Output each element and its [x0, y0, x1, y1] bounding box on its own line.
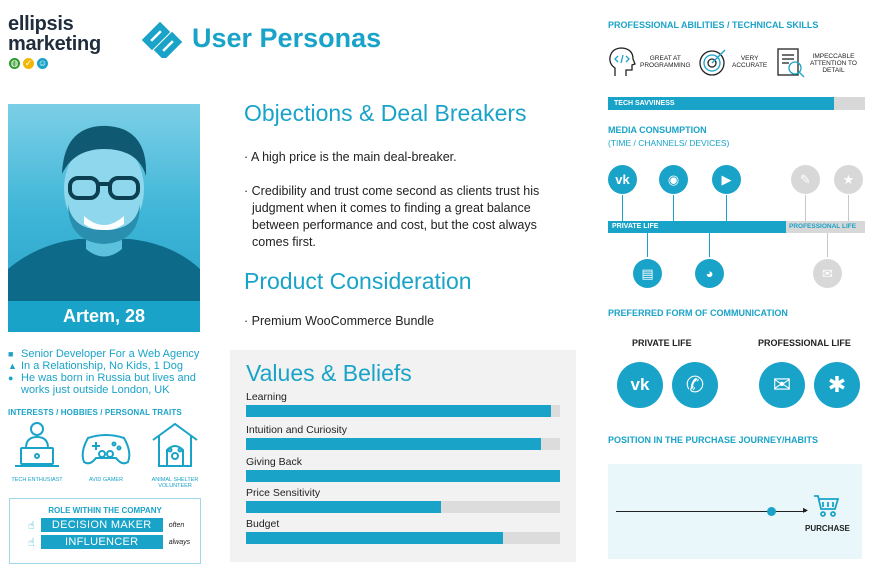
- check-icon: ✓: [24, 58, 33, 68]
- communication-heading: PREFERRED FORM OF COMMUNICATION: [608, 308, 788, 318]
- persona-name: Artem, 28: [8, 301, 200, 332]
- objection-1-text: A high price is the main deal-breaker.: [250, 150, 457, 164]
- location-pin-icon: ●: [8, 373, 14, 383]
- arrow-icon: ▸: [803, 505, 809, 516]
- objection-2: · Credibility and trust come second as clients trust his judgment when it comes to finding a great balance between performance and cost, but the cost always comes first.: [244, 183, 584, 251]
- document-magnifier-icon: [775, 46, 807, 80]
- email-icon: ✉: [759, 362, 805, 408]
- logo-icons: [9, 58, 48, 69]
- skill-detail-label: [810, 53, 857, 74]
- comm-professional-label: PROFESSIONAL LIFE: [758, 338, 851, 348]
- hobby-volunteer: [144, 420, 206, 489]
- target-icon: [697, 46, 729, 78]
- tech-savviness-label: TECH SAVVINESS: [614, 100, 675, 107]
- value-fill: [246, 405, 551, 417]
- slack-icon: ✱: [814, 362, 860, 408]
- page-title: User Personas: [192, 22, 382, 53]
- value-label: Learning: [246, 391, 287, 403]
- role-influencer: INFLUENCER: [41, 535, 163, 549]
- discord-icon: ◕: [695, 259, 724, 288]
- hobby-volunteer-label-1: ANIMAL SHELTER: [151, 477, 199, 483]
- objection-2-line-2: judgment when it comes to finding a great balance: [252, 201, 531, 215]
- comm-private-label: PRIVATE LIFE: [632, 338, 692, 348]
- hand-pointer-icon: ☝: [28, 536, 35, 549]
- skill-1-line-2: PROGRAMMING: [640, 62, 691, 69]
- role-box: [9, 498, 201, 564]
- hobby-volunteer-label: [144, 477, 206, 489]
- tech-savviness-bar: [608, 97, 865, 110]
- values-panel: [230, 350, 576, 562]
- hobbies-list: [6, 420, 206, 489]
- objection-2-line-3: between performance and cost, but the cost always: [252, 218, 537, 232]
- value-label: Intuition and Curiosity: [246, 424, 347, 436]
- hobby-tech: [6, 420, 68, 489]
- purchase-label: PURCHASE: [805, 524, 850, 533]
- value-track: [246, 501, 560, 513]
- product-item: · Premium WooCommerce Bundle: [244, 314, 435, 328]
- chat-icon: ✉: [813, 259, 842, 288]
- logo: [8, 14, 101, 54]
- twitch-icon: ▤: [633, 259, 662, 288]
- role-decision-freq: often: [168, 521, 185, 529]
- value-fill: [246, 532, 503, 544]
- value-row: [246, 391, 560, 417]
- hobby-gamer-label: AVID GAMER: [88, 477, 124, 483]
- value-fill: [246, 438, 541, 450]
- value-track: [246, 405, 560, 417]
- objection-2-line-4: comes first.: [252, 235, 316, 249]
- objections-heading: Objections & Deal Breakers: [244, 100, 527, 126]
- skill-accurate: [697, 46, 767, 78]
- value-track: [246, 532, 560, 544]
- value-track: [246, 470, 560, 482]
- ellipsis-logo-icon: [140, 18, 184, 58]
- values-heading: Values & Beliefs: [246, 360, 412, 386]
- value-row: [246, 487, 560, 513]
- role-row: [28, 535, 200, 549]
- skill-accurate-label: [732, 55, 767, 69]
- value-track: [246, 438, 560, 450]
- logo-line-2: marketing: [8, 33, 101, 55]
- skill-3-line-2: ATTENTION TO: [810, 59, 857, 67]
- fact-job: Senior Developer For a Web Agency: [21, 348, 200, 360]
- briefcase-icon: ■: [8, 349, 14, 359]
- abilities-heading: PROFESSIONAL ABILITIES / TECHNICAL SKILLS: [608, 20, 819, 30]
- media-timeline: [608, 165, 865, 295]
- professional-life-band: PROFESSIONAL LIFE: [786, 221, 865, 233]
- value-fill: [246, 470, 560, 482]
- journey-heading: POSITION IN THE PURCHASE JOURNEY/HABITS: [608, 435, 819, 445]
- vk-icon: vk: [608, 165, 637, 194]
- vk-icon: vk: [617, 362, 663, 408]
- private-life-band: PRIVATE LIFE: [608, 221, 786, 233]
- value-fill: [246, 501, 441, 513]
- value-label: Giving Back: [246, 456, 303, 468]
- reddit-icon: ◉: [659, 165, 688, 194]
- value-row: [246, 456, 560, 482]
- value-label: Budget: [246, 518, 280, 530]
- value-row: [246, 518, 560, 544]
- media-heading: MEDIA CONSUMPTION: [608, 125, 707, 135]
- role-heading: ROLE WITHIN THE COMPANY: [48, 506, 162, 515]
- skill-detail: [775, 46, 857, 80]
- interests-heading: INTERESTS / HOBBIES / PERSONAL TRAITS: [8, 408, 182, 417]
- skill-3-line-3: DETAIL: [822, 66, 845, 74]
- fact-location-cont: works just outside London, UK: [21, 384, 170, 396]
- skill-1-line-1: GREAT AT: [649, 55, 681, 62]
- hobby-gamer: [75, 420, 137, 489]
- whatsapp-icon: ✆: [672, 362, 718, 408]
- value-row: [246, 424, 560, 450]
- gamepad-icon: [78, 420, 134, 470]
- fact-location: He was born in Russia but lives and: [21, 372, 196, 384]
- purchase-journey: [608, 464, 862, 559]
- code-head-icon: [607, 46, 637, 78]
- people-icon: ▲: [8, 361, 17, 371]
- dog-house-icon: [149, 420, 201, 470]
- fact-relationship: In a Relationship, No Kids, 1 Dog: [21, 360, 184, 372]
- shopping-cart-icon: [813, 494, 839, 518]
- journey-position-marker: [767, 507, 776, 516]
- persona-photo: [8, 104, 200, 301]
- product-heading: Product Consideration: [244, 268, 472, 294]
- logo-line-1: ellipsis: [8, 13, 74, 35]
- objection-2-line-1: Credibility and trust come second as clients trust his: [251, 184, 540, 198]
- blog-icon: ✎: [791, 165, 820, 194]
- skill-programming: [607, 46, 691, 78]
- role-influencer-freq: always: [168, 538, 191, 546]
- star-badge-icon: ★: [834, 165, 863, 194]
- smile-icon: ☺: [37, 58, 48, 68]
- laptop-user-icon: [11, 420, 63, 470]
- youtube-icon: ▶: [712, 165, 741, 194]
- skill-2-line-2: ACCURATE: [732, 62, 768, 69]
- globe-icon: ◍: [10, 58, 19, 68]
- value-label: Price Sensitivity: [246, 487, 321, 499]
- hobby-tech-label: TECH ENTHUSIAST: [11, 477, 63, 483]
- media-subheading: (TIME / CHANNELS/ DEVICES): [608, 138, 730, 148]
- page-header: [140, 18, 381, 58]
- role-decision-maker: DECISION MAKER: [41, 518, 163, 532]
- skill-2-line-1: VERY: [740, 55, 759, 62]
- objection-1: · A high price is the main deal-breaker.: [244, 150, 457, 164]
- skill-programming-label: [640, 55, 691, 69]
- persona-facts: [8, 348, 208, 396]
- role-row: [28, 518, 200, 532]
- hobby-volunteer-label-2: VOLUNTEER: [158, 483, 192, 489]
- skill-3-line-1: IMPECCABLE: [812, 52, 855, 60]
- product-item-text: Premium WooCommerce Bundle: [251, 314, 435, 328]
- hand-pointer-icon: ☝: [28, 519, 35, 532]
